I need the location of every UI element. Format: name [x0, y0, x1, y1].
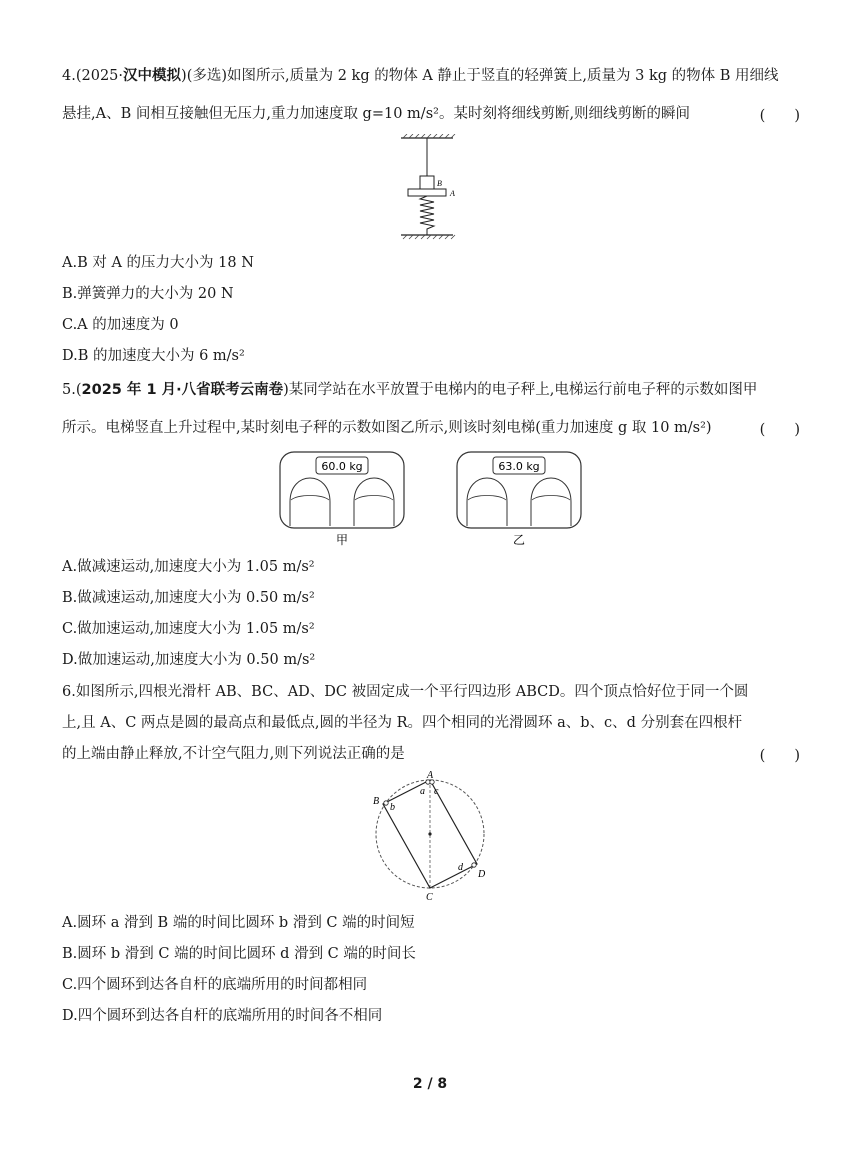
- label-C: C: [426, 892, 433, 903]
- label-b: b: [390, 802, 395, 813]
- scale-jia-reading: 60.0 kg: [321, 460, 363, 473]
- label-c: c: [434, 786, 439, 797]
- q5-source: 2025 年 1 月·八省联考云南卷: [81, 382, 284, 398]
- scale-jia-figure: [278, 450, 406, 550]
- q5-option-c[interactable]: C.做加速运动,加速度大小为 1.05 m/s²: [62, 621, 315, 637]
- q4-answer-paren[interactable]: ( ): [759, 108, 800, 124]
- parallelogram-circle-figure: [370, 768, 490, 904]
- q6-option-d[interactable]: D.四个圆环到达各自杆的底端所用的时间各不相同: [62, 1008, 383, 1024]
- scale-jia-caption: 甲: [335, 533, 349, 547]
- q4-stem-line1: 4.(2025·汉中模拟)(多选)如图所示,质量为 2 kg 的物体 A 静止于竖直的轻弹簧上,质量为 3 kg 的物体 B 用细线: [62, 68, 779, 84]
- q4-option-a[interactable]: A.B 对 A 的压力大小为 18 N: [62, 255, 254, 271]
- label-A: A: [450, 189, 455, 198]
- q4-option-d[interactable]: D.B 的加速度大小为 6 m/s²: [62, 348, 245, 364]
- q6-answer-paren[interactable]: ( ): [759, 748, 800, 764]
- label-D: D: [478, 869, 486, 880]
- scale-yi-caption: 乙: [512, 533, 526, 547]
- spring-block-figure: [395, 134, 465, 244]
- q4-number: 4.: [62, 68, 76, 84]
- q6-stem-line1: 6.如图所示,四根光滑杆 AB、BC、AD、DC 被固定成一个平行四边形 ABCD。四个顶点恰好位于同一个圆: [62, 684, 749, 700]
- q4-stem-line2: 悬挂,A、B 间相互接触但无压力,重力加速度取 g=10 m/s²。某时刻将细线剪断,则细线剪断的瞬间: [62, 106, 691, 122]
- q5-stem-line1: 5.(2025 年 1 月·八省联考云南卷)某同学站在水平放置于电梯内的电子秤上,电梯运行前电子秤的示数如图甲: [62, 382, 758, 398]
- q5-number: 5.: [62, 382, 76, 398]
- q6-stem-line2: 上,且 A、C 两点是圆的最高点和最低点,圆的半径为 R。四个相同的光滑圆环 a、b、c、d 分别套在四根杆: [62, 715, 743, 731]
- label-d: d: [458, 862, 463, 873]
- q6-option-b[interactable]: B.圆环 b 滑到 C 端的时间比圆环 d 滑到 C 端的时间长: [62, 946, 416, 962]
- q5-stem-line2: 所示。电梯竖直上升过程中,某时刻电子秤的示数如图乙所示,则该时刻电梯(重力加速度 g 取 10 m/s²): [62, 420, 712, 436]
- label-A: A: [427, 770, 434, 781]
- label-B: B: [437, 179, 442, 188]
- q5-option-d[interactable]: D.做加速运动,加速度大小为 0.50 m/s²: [62, 652, 316, 668]
- q5-option-a[interactable]: A.做减速运动,加速度大小为 1.05 m/s²: [62, 559, 315, 575]
- q5-answer-paren[interactable]: ( ): [759, 422, 800, 438]
- q6-option-c[interactable]: C.四个圆环到达各自杆的底端所用的时间都相同: [62, 977, 368, 993]
- scale-yi-reading: 63.0 kg: [498, 460, 540, 473]
- scale-yi-figure: [455, 450, 583, 550]
- q5-option-b[interactable]: B.做减速运动,加速度大小为 0.50 m/s²: [62, 590, 315, 606]
- page-number: 2 / 8: [412, 1076, 448, 1092]
- q6-option-a[interactable]: A.圆环 a 滑到 B 端的时间比圆环 b 滑到 C 端的时间短: [62, 915, 415, 931]
- label-B: B: [373, 796, 380, 807]
- q4-source: 汉中模拟: [123, 68, 182, 84]
- q4-option-c[interactable]: C.A 的加速度为 0: [62, 317, 179, 333]
- label-a: a: [420, 786, 425, 797]
- q6-stem-line3: 的上端由静止释放,不计空气阻力,则下列说法正确的是: [62, 746, 405, 762]
- q4-option-b[interactable]: B.弹簧弹力的大小为 20 N: [62, 286, 234, 302]
